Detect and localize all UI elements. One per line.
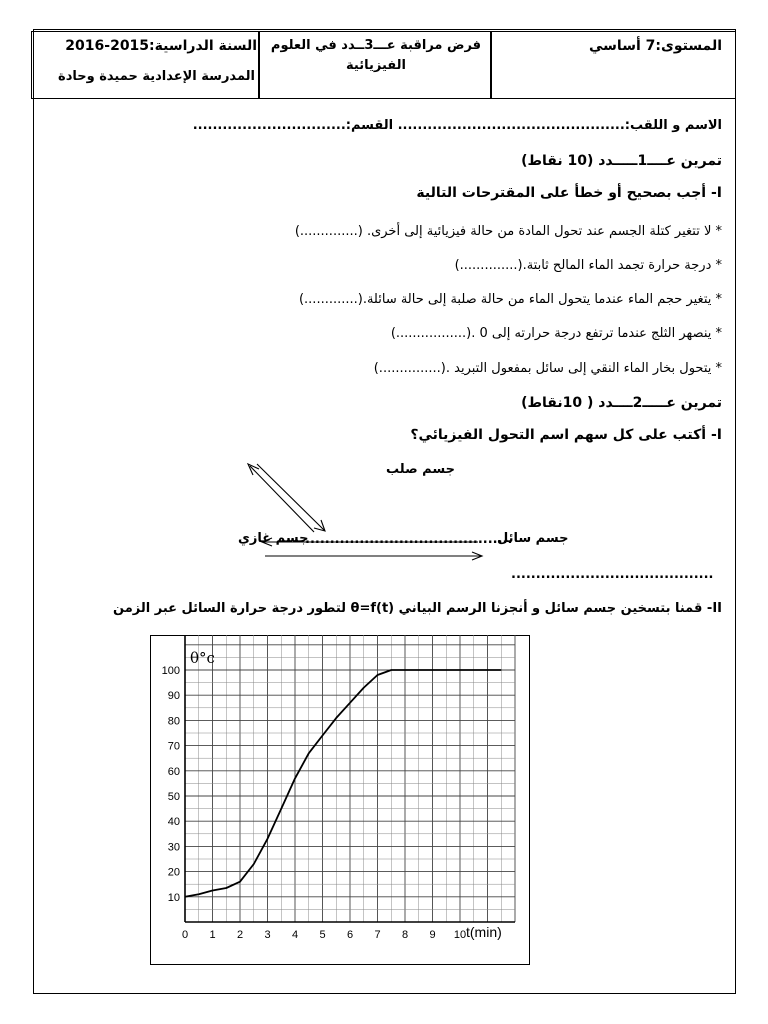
exercise2-question2 [113,601,722,616]
y-tick-label: 80 [167,715,180,728]
instruction-text: - أجب بصحيح أو خطأ على المقترحات التالية [416,185,717,201]
exercise2-title: تمرين عـــــ2ــــدد ( 10نقاط) [521,395,722,411]
x-tick-label: 8 [401,929,409,941]
roman-numeral: I [716,185,722,201]
exam-title-line2: الفيزيائية [346,58,406,73]
y-tick-label: 10 [167,891,180,904]
gas-state-label: جسم غازي [238,531,309,546]
y-tick-label: 60 [167,765,180,778]
x-axis-label: t(min) [466,924,502,940]
true-false-item-1: * لا تتغير كتلة الجسم عند تحول المادة من حالة فيزيائية إلى أخرى. (..............) [294,224,722,239]
true-false-item-5: * يتحول بخار الماء النقي إلى سائل بمفعول التبريد .(...............) [373,361,722,376]
x-tick-label: 6 [346,929,354,941]
y-tick-label: 40 [167,816,180,829]
question-text: - أكتب على كل سهم اسم التحول الفيزيائي؟ [410,427,717,443]
solid-state-label: جسم صلب [386,462,455,477]
x-tick-label: 0 [181,929,189,941]
x-tick-label: 2 [236,929,244,941]
exam-title-line1: فرض مراقبة عـــ3ــدد في العلوم [270,38,482,53]
liquid-state-label: جسم سائل [497,531,569,546]
exercise1-title: تمرين عــــ1ـــــدد (10 نقاط) [521,153,722,169]
temperature-time-chart [150,635,530,965]
y-axis-label: θ°c [190,649,215,667]
x-tick-label: 3 [264,929,271,941]
x-tick-label: 1 [209,929,216,941]
y-tick-label: 90 [167,690,180,703]
roman-numeral: I [716,427,722,443]
student-name-class-line: الاسم و اللقب:.............................................. القسم:............................... [192,118,722,133]
question-text: - قمنا بتسخين جسم سائل و أنجزنا الرسم البياني θ=f(t) لتطور درجة حرارة السائل عبر الزمن [113,601,713,616]
x-tick-label: 9 [429,929,436,941]
y-tick-label: 50 [167,791,180,803]
y-tick-label: 30 [167,841,180,854]
x-tick-label: 10 [453,929,467,941]
x-tick-label: 7 [374,929,381,941]
x-tick-label: 4 [291,929,299,941]
level-label: المستوى:7 أساسي [589,38,722,54]
y-tick-label: 100 [161,665,180,677]
y-tick-label: 20 [167,866,180,879]
answer-blank-right: ......................................... [511,567,714,582]
y-tick-label: 70 [167,740,180,753]
x-tick-label: 5 [319,929,326,941]
exercise2-question1 [410,427,722,443]
true-false-item-3: * يتغير حجم الماء عندما يتحول الماء من حالة صلبة إلى حالة سائلة.(.............) [298,292,722,307]
answer-blank-middle: .......................................... [305,532,513,547]
roman-numeral: II [712,601,722,616]
exercise1-instruction [416,185,722,201]
true-false-item-4: * ينصهر الثلج عندما ترتفع درجة حرارته إلى 0 .(.................) [390,326,722,341]
true-false-item-2: * درجة حرارة تجمد الماء المالح ثابتة.(..............) [454,258,722,273]
school-year: السنة الدراسية:2015-2016 [65,38,257,54]
chart-border [151,636,530,965]
school-name: المدرسة الإعدادية حميدة وحادة [58,69,255,84]
